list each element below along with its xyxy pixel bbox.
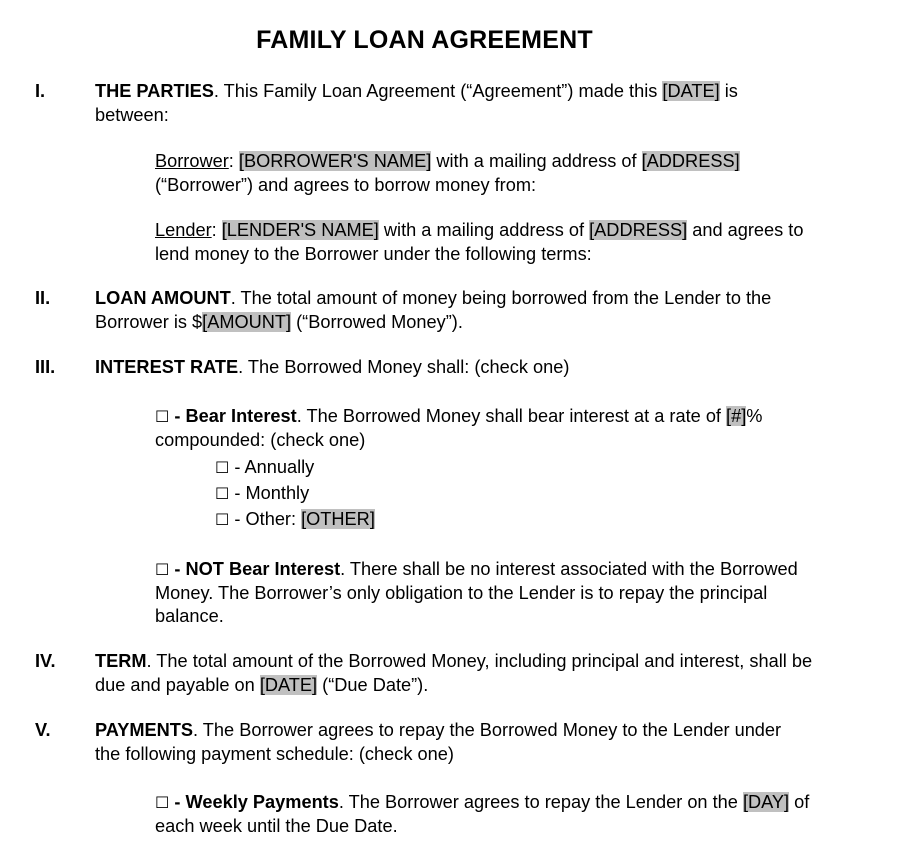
section-body <box>95 356 825 380</box>
compound-option-monthly <box>215 480 309 507</box>
borrower-clause <box>155 150 825 197</box>
section-body <box>95 719 805 766</box>
lender-clause <box>155 219 825 266</box>
due-date-field[interactable]: [DATE] <box>259 674 318 695</box>
section-number: I. <box>35 81 46 101</box>
dash: - <box>169 559 186 579</box>
weekly-payments-option <box>155 791 815 838</box>
not-bear-interest-option <box>155 558 820 629</box>
section-text: . The total amount of money being borrowed from the Lender to the Borrower is $ <box>95 288 772 332</box>
option-label: - Monthly <box>229 483 310 503</box>
dash: - <box>169 406 186 426</box>
colon: : <box>228 151 239 171</box>
option-label: - Annually <box>229 457 315 477</box>
checkbox-icon[interactable]: ☐ <box>215 510 230 529</box>
checkbox-icon[interactable]: ☐ <box>215 458 230 477</box>
other-field[interactable]: [OTHER] <box>301 509 375 529</box>
compound-option-annually <box>215 454 314 481</box>
section-body <box>95 650 823 697</box>
section-heading: PAYMENTS <box>95 720 194 740</box>
section-body <box>95 287 823 334</box>
borrower-name-field[interactable]: [BORROWER'S NAME] <box>238 151 432 171</box>
section-heading: LOAN AMOUNT <box>95 288 231 308</box>
clause-text: and agrees to lend money to the Borrower under the following terms: <box>155 220 804 264</box>
section-number: II. <box>35 288 51 308</box>
section-number: V. <box>35 720 51 740</box>
clause-text: with a mailing address of <box>431 151 642 171</box>
borrower-label: Borrower <box>155 151 229 171</box>
section-text: . The Borrower agrees to repay the Borrowed Money to the Lender under the following payment schedule: (check one) <box>95 720 782 764</box>
borrower-address-field[interactable]: [ADDRESS] <box>641 151 740 171</box>
amount-field[interactable]: [AMOUNT] <box>202 311 292 332</box>
section-body <box>95 80 815 127</box>
option-text: % compounded: (check one) <box>155 406 763 450</box>
dash: - <box>169 792 186 812</box>
lender-label: Lender <box>155 220 212 240</box>
section-number: IV. <box>35 651 56 671</box>
section-text: . This Family Loan Agreement (“Agreement”) made this <box>213 81 663 101</box>
date-field[interactable]: [DATE] <box>662 81 720 101</box>
compound-option-other <box>215 506 375 533</box>
option-heading: Bear Interest <box>185 406 297 426</box>
option-text: . The Borrower agrees to repay the Lender on the <box>338 792 743 812</box>
lender-address-field[interactable]: [ADDRESS] <box>589 220 688 240</box>
checkbox-icon[interactable]: ☐ <box>155 560 170 579</box>
bear-interest-option <box>155 405 805 452</box>
option-text: . The Borrowed Money shall bear interest at a rate of <box>296 406 727 426</box>
section-number: III. <box>35 357 56 377</box>
checkbox-icon[interactable]: ☐ <box>215 484 230 503</box>
section-text: (“Borrowed Money”). <box>291 311 463 332</box>
day-field[interactable]: [DAY] <box>742 792 790 812</box>
section-text: . The Borrowed Money shall: (check one) <box>238 357 570 377</box>
lender-name-field[interactable]: [LENDER'S NAME] <box>221 220 379 240</box>
checkbox-icon[interactable]: ☐ <box>155 407 170 426</box>
section-text: is between: <box>95 81 738 125</box>
section-text: (“Due Date”). <box>317 674 429 695</box>
clause-text: (“Borrower”) and agrees to borrow money from: <box>155 174 537 195</box>
rate-field[interactable]: [#] <box>726 406 747 426</box>
section-heading: INTEREST RATE <box>95 357 239 377</box>
option-heading: NOT Bear Interest <box>185 559 341 579</box>
colon: : <box>211 220 222 240</box>
option-text: . There shall be no interest associated with the Borrowed Money. The Borrower’s only obligation to the Lender is to repay the principal balance. <box>155 559 798 626</box>
document-title: FAMILY LOAN AGREEMENT <box>256 26 593 54</box>
option-text: of each week until the Due Date. <box>155 792 810 836</box>
section-heading: THE PARTIES <box>95 81 214 101</box>
section-text: . The total amount of the Borrowed Money, including principal and interest, shall be due and payable on <box>95 651 813 695</box>
clause-text: with a mailing address of <box>378 220 590 240</box>
checkbox-icon[interactable]: ☐ <box>155 793 170 812</box>
section-heading: TERM <box>95 651 147 671</box>
option-heading: Weekly Payments <box>185 792 339 812</box>
option-label: - Other: <box>229 509 302 529</box>
